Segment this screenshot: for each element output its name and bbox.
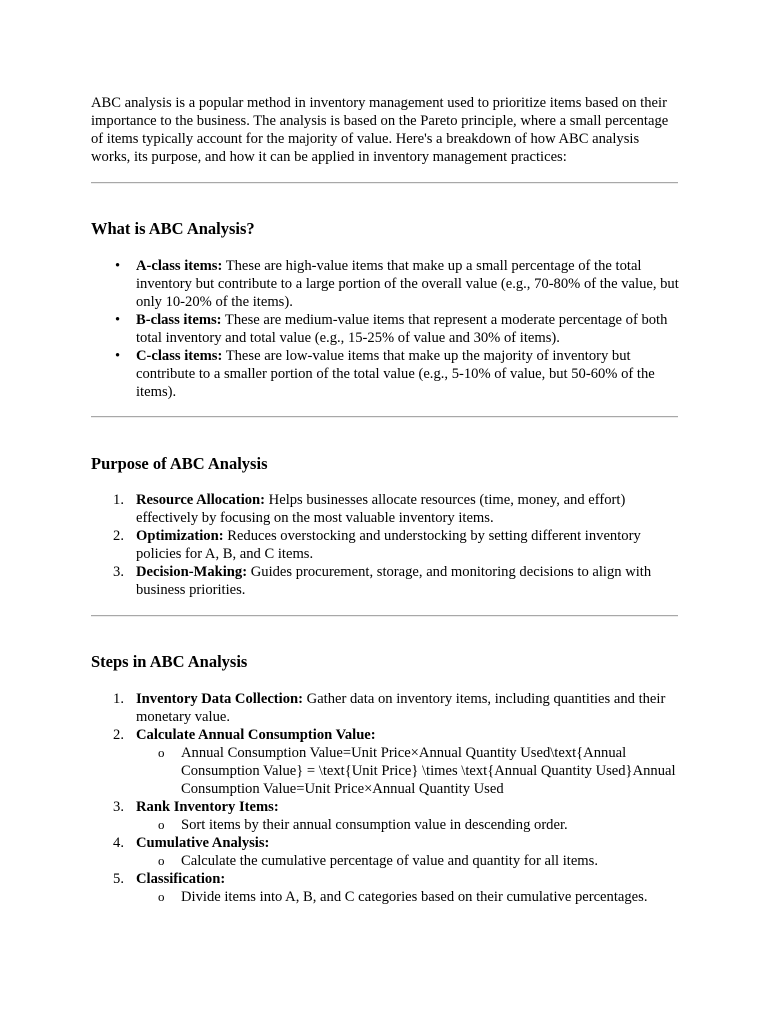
item-text: Reduces overstocking and understocking by setting different inventory policies for A, B, and C items. — [136, 528, 641, 562]
item-term: B-class items: — [136, 312, 222, 328]
bullet-icon: • — [115, 348, 121, 364]
item-term: Calculate Annual Consumption Value: — [136, 727, 376, 743]
item-text: Helps businesses allocate resources (time, money, and effort) effectively by focusing on the most valuable inventory items. — [136, 492, 626, 526]
item-text: Guides procurement, storage, and monitoring decisions to align with business priorities. — [136, 564, 652, 598]
sub-list — [136, 852, 681, 870]
section-heading-what-is: What is ABC Analysis? — [91, 219, 255, 238]
item-term: Rank Inventory Items: — [136, 799, 279, 815]
item-term: A-class items: — [136, 258, 223, 274]
list-number: 3. — [113, 799, 124, 815]
item-text: These are medium-value items that represent a moderate percentage of both total inventory and total value (e.g., 15-25% of value and 30% of items). — [136, 312, 668, 346]
intro-paragraph: ABC analysis is a popular method in inventory management used to prioritize items based on their importance to the business. The analysis is based on the Pareto principle, where a small percentage of items typically account for the majority of value. Here's a breakdown of how ABC analysis works, its purpose, and how it can be applied in inventory management practices: — [91, 95, 669, 165]
list-item-cumulative-analysis — [91, 834, 681, 870]
sub-list-item — [136, 888, 681, 906]
sub-list-item — [136, 816, 681, 834]
abc-class-list — [91, 257, 681, 401]
list-item-c-class — [91, 347, 681, 401]
sub-item-text: Calculate the cumulative percentage of value and quantity for all items. — [181, 853, 598, 869]
circle-bullet-icon: o — [158, 889, 165, 904]
item-term: C-class items: — [136, 348, 223, 364]
sub-list — [136, 744, 681, 798]
steps-list — [91, 690, 681, 906]
list-number: 5. — [113, 871, 124, 887]
list-number: 1. — [113, 691, 124, 707]
item-term: Inventory Data Collection: — [136, 691, 303, 707]
list-number: 3. — [113, 564, 124, 580]
item-term: Cumulative Analysis: — [136, 835, 270, 851]
circle-bullet-icon: o — [158, 745, 165, 760]
purpose-list — [91, 491, 681, 599]
horizontal-divider — [91, 416, 678, 418]
list-number: 2. — [113, 727, 124, 743]
list-item-a-class — [91, 257, 681, 311]
list-number: 1. — [113, 492, 124, 508]
item-term: Decision-Making: — [136, 564, 248, 580]
bullet-icon: • — [115, 258, 121, 274]
circle-bullet-icon: o — [158, 853, 165, 868]
list-number: 4. — [113, 835, 124, 851]
sub-list-item — [136, 852, 681, 870]
section-heading-steps: Steps in ABC Analysis — [91, 652, 248, 671]
list-item-data-collection — [91, 690, 681, 726]
section-heading-purpose: Purpose of ABC Analysis — [91, 454, 268, 473]
item-text: These are high-value items that make up a small percentage of the total inventory but contribute to a large portion of the overall value (e.g., 70-80% of the value, but only 10-20% of the items). — [136, 258, 679, 310]
list-item-calculate-value — [91, 726, 681, 798]
list-item-rank-items — [91, 798, 681, 834]
horizontal-divider — [91, 182, 678, 184]
horizontal-divider — [91, 615, 678, 617]
sub-item-text: Sort items by their annual consumption value in descending order. — [181, 817, 568, 833]
bullet-icon: • — [115, 312, 121, 328]
list-item-optimization — [91, 527, 681, 563]
list-number: 2. — [113, 528, 124, 544]
list-item-b-class — [91, 311, 681, 347]
list-item-resource-allocation — [91, 491, 681, 527]
list-item-decision-making — [91, 563, 681, 599]
sub-list — [136, 888, 681, 906]
item-text: These are low-value items that make up the majority of inventory but contribute to a smaller portion of the total value (e.g., 5-10% of value, but 50-60% of the items). — [136, 348, 655, 400]
formula-text: Annual Consumption Value=Unit Price×Annual Quantity Used\text{Annual Consumption Value} = \text{Unit Price} \times \text{Annual Quantity Used}Annual Consumption Value=Unit Price×Annual Quantity Used — [181, 745, 676, 797]
circle-bullet-icon: o — [158, 817, 165, 832]
item-term: Optimization: — [136, 528, 224, 544]
item-term: Classification: — [136, 871, 226, 887]
sub-list-item — [136, 744, 681, 798]
item-text: Gather data on inventory items, including quantities and their monetary value. — [136, 691, 666, 725]
item-term: Resource Allocation: — [136, 492, 266, 508]
sub-list — [136, 816, 681, 834]
list-item-classification — [91, 870, 681, 906]
sub-item-text: Divide items into A, B, and C categories based on their cumulative percentages. — [181, 889, 648, 905]
